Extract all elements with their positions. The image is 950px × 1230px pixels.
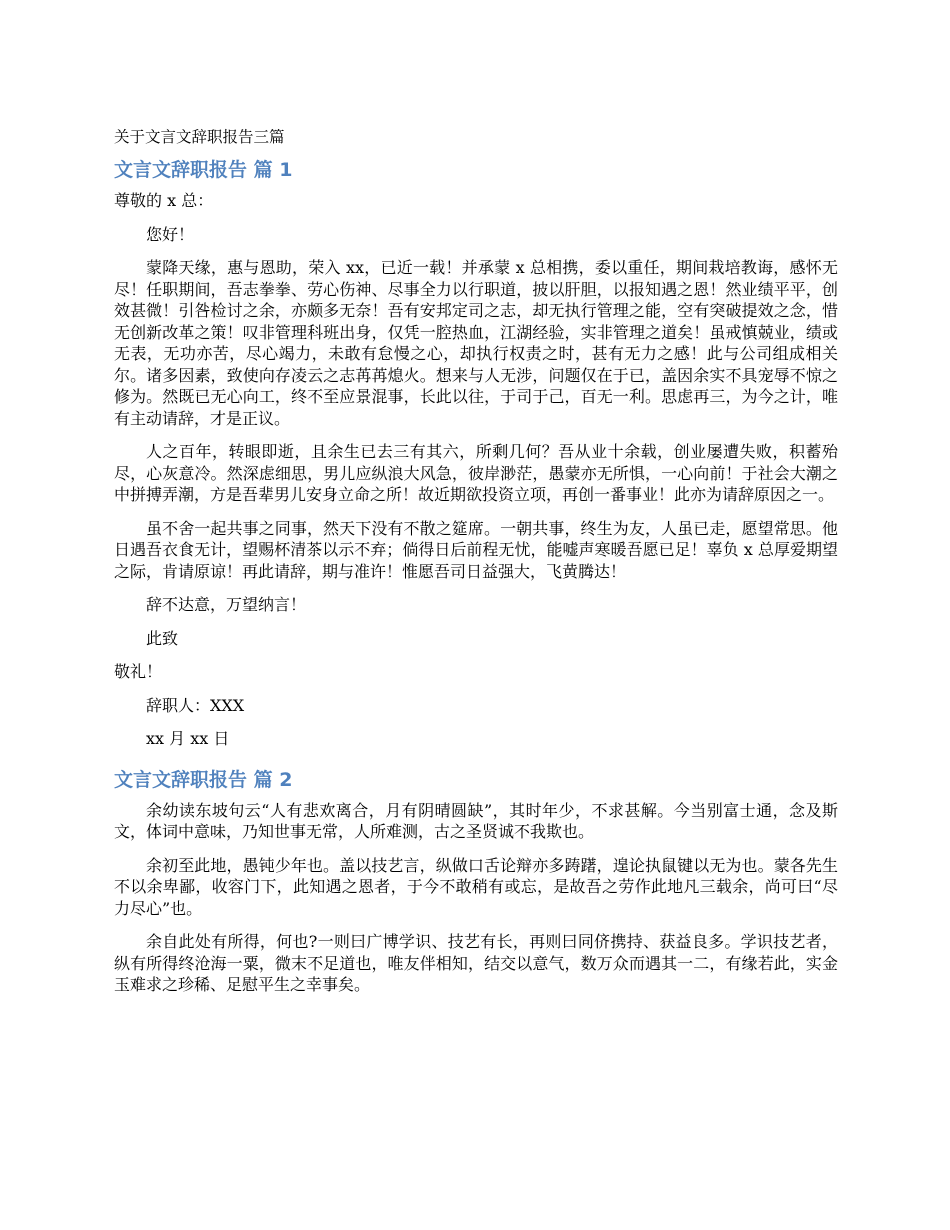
document-title: 关于文言文辞职报告三篇 bbox=[114, 128, 285, 146]
paragraph: 辞不达意，万望纳言！ bbox=[146, 595, 307, 614]
section-1 bbox=[114, 156, 838, 750]
greeting: 您好！ bbox=[146, 224, 195, 244]
paragraph: 余自此处有所得，何也?一则曰广博学识、技艺有长，再则曰同侪携持、获益良多。学识技艺者，纵有所得终沧海一粟，微末不足道也，唯友伴相知，结交以意气，数万众而遇其一二，有缘若此，实金玉难求之珍稀、足慰平生之幸事矣。 bbox=[114, 932, 838, 994]
closing-salute: 敬礼！ bbox=[114, 662, 163, 681]
signature: 辞职人：XXX bbox=[146, 695, 245, 715]
paragraph: 余幼读东坡句云“人有悲欢离合，月有阴晴圆缺”，其时年少，不求甚解。今当别富士通，念及斯文，体词中意味，乃知世事无常，人所难测，古之圣贤诚不我欺也。 bbox=[114, 800, 838, 841]
date-line: xx 月 xx 日 bbox=[146, 729, 230, 748]
document-page bbox=[114, 124, 838, 1008]
paragraph: 人之百年，转眼即逝，且余生已去三有其六，所剩几何？吾从业十余载，创业屡遭失败，积蓄殆尽，心灰意冷。然深虑细思，男儿应纵浪大风急，彼岸渺茫，愚蒙亦无所惧，一心向前！于社会大潮之中拼搏弄潮，方是吾辈男儿安身立命之所！故近期欲投资立项，再创一番事业！此亦为请辞原因之一。 bbox=[114, 442, 838, 504]
section-heading: 文言文辞职报告 篇 2 bbox=[114, 768, 293, 791]
paragraph: 余初至此地，愚钝少年也。盖以技艺言，纵做口舌论辩亦多踌躇，遑论执鼠键以无为也。蒙各先生不以余卑鄙，收容门下，此知遇之恩者，于今不敢稍有或忘，是故吾之劳作此地凡三载余，尚可曰“尽力尽心”也。 bbox=[114, 855, 838, 918]
salutation: 尊敬的 x 总： bbox=[114, 191, 214, 210]
closing-phrase: 此致 bbox=[146, 628, 179, 648]
paragraph: 虽不舍一起共事之同事，然天下没有不散之筵席。一朝共事，终生为友，人虽已走，愿望常思。他日遇吾衣食无计，望赐杯清茶以示不弃；倘得日后前程无忧，能嘘声寒暖吾愿已足！辜负 x 总厚爱期望之际，肯请原谅！再此请辞，期与准许！惟愿吾司日益强大，飞黄腾达！ bbox=[114, 518, 838, 581]
paragraph: 蒙降天缘，惠与恩助，荣入 xx，已近一载！并承蒙 x 总相携，委以重任，期间栽培教诲，感怀无尽！任职期间，吾志拳拳、劳心伤神、尽事全力以行职道，披以肝胆，以报知遇之恩！然业绩平平，创效甚微！引咎检讨之余，亦颇多无奈！吾有安邦定司之志，却无执行管理之能，空有突破提效之念，惜无创新改革之策！叹非管理科班出身，仅凭一腔热血，江湖经验，实非管理之道矣！虽戒慎兢业，绩或无表，无功亦苦，尽心竭力，未敢有怠慢之心，却执行权责之时，甚有无力之感！此与公司组成相关尔。诸多因素，致使向存凌云之志苒苒熄火。想来与人无涉，问题仅在于已，盖因余实不具宠辱不惊之修为。然既已无心向工，终不至应景混事，长此以往，于司于己，百无一利。思虑再三，为今之计，唯有主动请辞，才是正议。 bbox=[114, 258, 838, 428]
section-heading: 文言文辞职报告 篇 1 bbox=[114, 159, 293, 181]
section-2 bbox=[114, 766, 838, 996]
